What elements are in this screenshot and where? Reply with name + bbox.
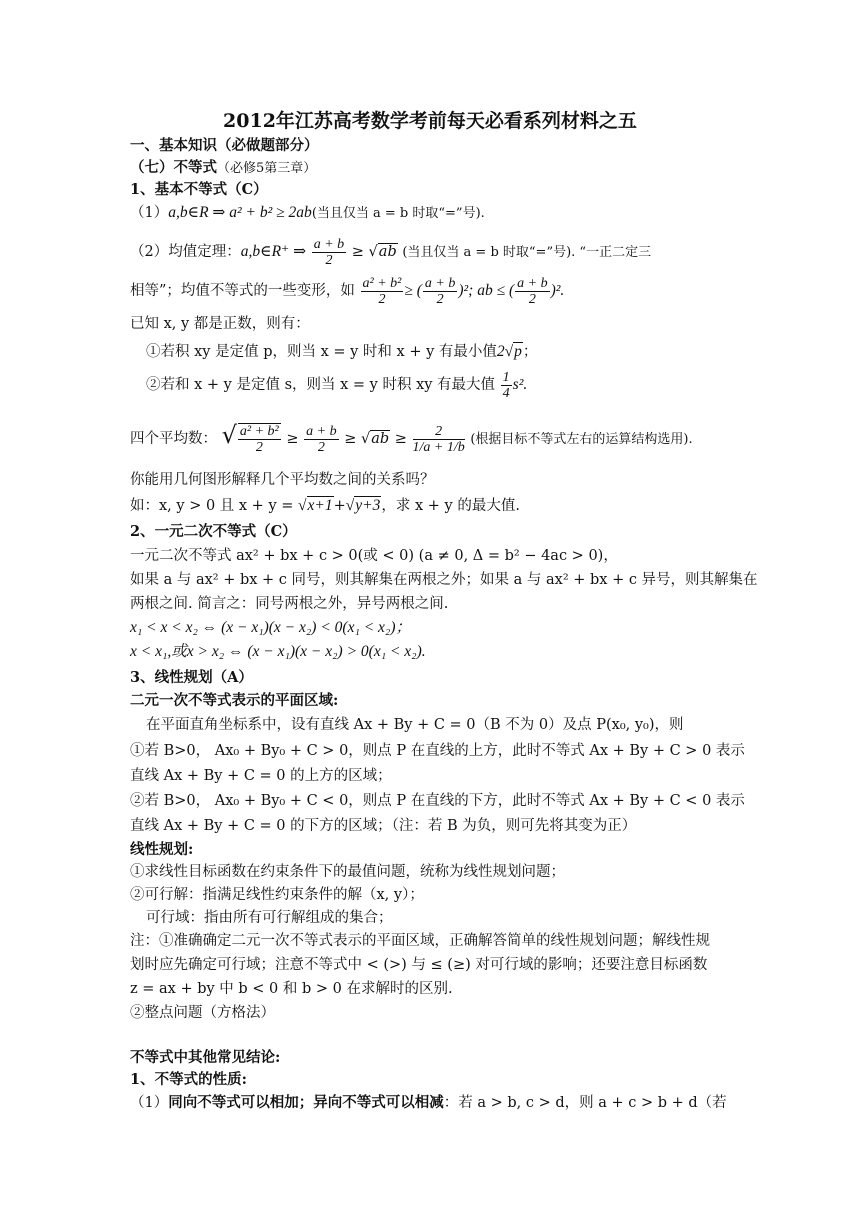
- sqrt-expression: √ab: [368, 244, 397, 260]
- fraction: [304, 424, 338, 455]
- chapter-label: （七）不等式: [130, 159, 217, 176]
- line-above-region: 直线 Ax + By + C = 0 的上方的区域；: [130, 768, 392, 784]
- line-four-means: [130, 410, 740, 460]
- formula: a,b∈R ⇒ a² + b² ≥ 2ab: [168, 204, 312, 221]
- line-property-1: [130, 1093, 740, 1113]
- line-basic-1: [130, 203, 740, 224]
- property-statement: 同向不等式可以相加；异向不等式可以相减: [168, 1094, 444, 1111]
- heading-basic-inequality: 1、基本不等式（C）: [130, 181, 268, 198]
- text-prefix: 如：x, y > 0 且 x + y =: [130, 498, 294, 514]
- fraction-denominator: 2: [528, 291, 536, 307]
- line-note-1: 注：①准确确定二元一次不等式表示的平面区域，正确解答简单的线性规划问题；解线性规: [130, 933, 710, 949]
- line-mean-theorem: [130, 233, 740, 271]
- fraction-numerator: 1: [502, 369, 510, 385]
- line-feasible-solution: ②可行解：指满足线性约束条件的解（x, y）；: [130, 887, 424, 903]
- fraction-numerator: a² + b²: [239, 424, 279, 439]
- radicand: x+1: [307, 497, 333, 514]
- line-note-3: z = ax + by 中 b < 0 和 b > 0 在求解时的区别.: [130, 981, 453, 997]
- relation: ≥: [394, 431, 407, 447]
- line-geometry-question: 你能用几何图形解释几个平均数之间的关系吗？: [130, 472, 435, 488]
- sqrt-expression: √ab: [360, 431, 390, 447]
- relation: ≥: [351, 244, 364, 260]
- line-feasible-region: 可行域：指由所有可行解组成的集合；: [146, 910, 393, 926]
- property-detail: ：若 a > b, c > d，则 a + c > b + d（若: [443, 1095, 727, 1111]
- heading-quadratic-inequality: 2、一元二次不等式（C）: [130, 523, 297, 540]
- radicand: y+3: [355, 497, 381, 514]
- fraction-denominator: 2: [325, 252, 333, 268]
- line-lattice-points: ②整点问题（方格法）: [130, 1005, 275, 1021]
- fraction: [423, 276, 457, 307]
- heading-inequality-properties: 1、不等式的性质:: [130, 1071, 247, 1088]
- fraction-numerator: a² + b²: [362, 275, 402, 291]
- text-prefix: 四个平均数：: [130, 431, 217, 447]
- fraction-numerator: a + b: [306, 423, 337, 439]
- line-lp-problem: ①求线性目标函数在约束条件下的最值问题，统称为线性规划问题；: [130, 864, 565, 880]
- relation: )²; ab ≤ (: [458, 282, 515, 299]
- sqrt-expression: √y+3: [345, 497, 381, 514]
- radicand: ab: [371, 431, 390, 447]
- item-label: （2）均值定理：: [130, 244, 241, 260]
- section-heading: 一、基本知识（必做题部分）: [130, 137, 319, 154]
- fraction-denominator: 2: [255, 440, 263, 455]
- text-prefix: ①若积 xy 是定值 p，则当 x = y 时和 x + y 有最小值: [146, 344, 497, 360]
- operator: +: [333, 498, 346, 514]
- line-note-2: 划时应先确定可行域；注意不等式中 < (>) 与 ≤ (≥) 对可行域的影响；还要注意目标函数: [130, 957, 708, 973]
- relation: ≥: [344, 431, 357, 447]
- fraction: [312, 237, 346, 268]
- text-prefix: 相等”；均值不等式的一些变形，如: [130, 283, 355, 299]
- line-plane-setup: 在平面直角坐标系中，设有直线 Ax + By + C = 0（B 不为 0）及点 P(x₀, y₀)，则: [146, 717, 684, 733]
- fraction: [361, 276, 404, 307]
- usage-note: (根据目标不等式左右的运算结构选用).: [470, 432, 693, 447]
- document-title: 2012年江苏高考数学考前每天必看系列材料之五: [223, 110, 637, 132]
- chapter-heading: [130, 158, 740, 179]
- radicand: p: [514, 343, 522, 360]
- condition-note: (当且仅当 a = b 时取“=”号). “一正二定三: [402, 245, 652, 260]
- heading-other-conclusions: 不等式中其他常见结论:: [130, 1049, 281, 1066]
- text-suffix: ，求 x + y 的最大值.: [381, 498, 520, 514]
- fraction-numerator: a + b: [313, 236, 345, 252]
- fraction-denominator: 2: [436, 291, 444, 307]
- radicand: ab: [378, 244, 397, 260]
- fraction: [413, 424, 465, 455]
- line-quadratic-summary: 两根之间. 简言之：同号两根之外，异号两根之间.: [130, 596, 449, 612]
- heading-lp-definition: 线性规划:: [130, 841, 194, 858]
- fraction-denominator: 1/a + 1/b: [412, 439, 465, 455]
- fraction-numerator: 2: [413, 424, 465, 440]
- sqrt-expression: √ $\frac{\text{a² + b²}}{2}$: [221, 421, 279, 455]
- fraction-numerator: a + b: [517, 275, 548, 291]
- relation: )².: [550, 282, 565, 299]
- line-mean-variants: [130, 272, 740, 310]
- min-coefficient: 2: [496, 343, 505, 360]
- text-prefix: ②若和 x + y 是定值 s，则当 x = y 时积 xy 有最大值: [146, 377, 496, 393]
- item-number: （1）: [130, 205, 169, 221]
- sqrt-expression: √p: [504, 343, 522, 360]
- line-above-case: ①若 B>0， Ax₀ + By₀ + C > 0，则点 P 在直线的上方，此时不等式 Ax + By + C > 0 表示: [130, 743, 745, 759]
- sqrt-expression: √x+1: [298, 497, 333, 514]
- chapter-note: （必修5第三章）: [217, 161, 317, 176]
- line-quadratic-rule: 如果 a 与 ax² + bx + c 同号，则其解集在两根之外；如果 a 与 ax² + bx + c 异号，则其解集在: [130, 572, 758, 588]
- fraction-denominator: 2: [378, 291, 386, 307]
- fraction: [515, 276, 549, 307]
- condition-note: (当且仅当 a = b 时取“=”号).: [311, 206, 485, 221]
- text-suffix: ；: [522, 344, 538, 360]
- fraction: [501, 370, 512, 401]
- fraction-denominator: 2: [317, 439, 325, 455]
- line-example: [130, 494, 740, 518]
- fraction-numerator: a + b: [424, 275, 456, 291]
- formula-premise: a,b∈R⁺ ⇒: [240, 243, 307, 260]
- line-below-region: 直线 Ax + By + C = 0 的下方的区域；（注：若 B 为负，则可先将其变为正）: [130, 818, 637, 834]
- line-between-roots: x₁ < x < x₂ ⇔ (x − x₁)(x − x₂) < 0(x₁ < x₂)；: [130, 619, 411, 636]
- heading-plane-region: 二元一次不等式表示的平面区域:: [130, 692, 339, 709]
- line-positive-xy: 已知 x, y 都是正数，则有：: [130, 316, 310, 332]
- max-value: s².: [512, 376, 528, 393]
- relation: ≥: [286, 431, 299, 447]
- relation: ≥ (: [404, 282, 422, 299]
- line-product-fixed: [146, 338, 756, 366]
- line-outside-roots: x < x₁,或x > x₂ ⇔ (x − x₁)(x − x₂) > 0(x₁ < x₂).: [130, 643, 426, 660]
- fraction: [238, 423, 281, 455]
- item-number: （1）: [130, 1095, 169, 1111]
- fraction-denominator: 4: [502, 385, 510, 401]
- line-quadratic-def: 一元二次不等式 ax² + bx + c > 0(或 < 0) (a ≠ 0, Δ = b² − 4ac > 0)，: [130, 548, 618, 564]
- line-below-case: ②若 B>0， Ax₀ + By₀ + C < 0，则点 P 在直线的下方，此时不等式 Ax + By + C < 0 表示: [130, 793, 745, 809]
- line-sum-fixed: [146, 368, 756, 402]
- heading-linear-programming: 3、线性规划（A）: [130, 669, 253, 686]
